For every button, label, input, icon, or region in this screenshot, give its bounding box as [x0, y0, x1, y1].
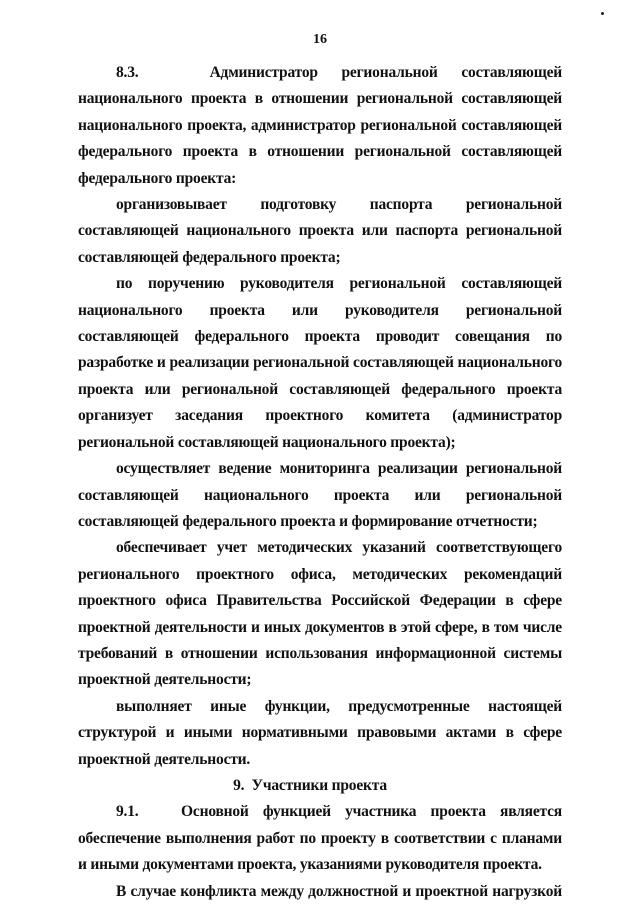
paragraph-other-functions: выполняет иные функции, предусмотренные настоящей структурой и иными нормативными правовыми актами в сфере проектной деятельности. — [78, 697, 562, 768]
paragraph-passport: организовывает подготовку паспорта региональной составляющей национального проекта или паспорта региональной составляющей федерального проекта; — [78, 196, 562, 266]
paragraph-conflict: В случае конфликта между должностной и проектной нагрузкой — [116, 882, 562, 900]
paragraph-8-3: 8.3. Администратор региональной составляющей национального проекта в отношении региональной составляющей национального проекта, администратор региональной составляющей федерального проекта в отношении региональной составляющей федерального проекта: — [78, 64, 562, 187]
paragraph-meetings: по поручению руководителя региональной составляющей национального проекта или руководителя региональной составляющей федерального проекта проводит совещания по разработке и реализации региональной составляющей национального проекта или региональной составляющей федерального проекта организует заседания проектного комитета (администратор региональной составляющей национального проекта); — [78, 275, 562, 451]
scan-speck — [601, 12, 604, 15]
paragraph-monitoring: осуществляет ведение мониторинга реализации региональной составляющей национального проекта или региональной составляющей федерального проекта и формирование отчетности; — [78, 460, 562, 530]
page-number: 16 — [313, 32, 327, 47]
section-heading: 9. Участники проекта — [233, 776, 387, 794]
paragraph-9-1: 9.1. Основной функцией участника проекта является обеспечение выполнения работ по проекту в соответствии с планами и иными документами проекта, указаниями руководителя проекта. — [78, 803, 562, 874]
paragraph-guidelines: обеспечивает учет методических указаний соответствующего регионального проектного офиса, методических рекомендаций проектного офиса Правительства Российской Федерации в сфере проектной деятельности и иных документов в этой сфере, в том числе требований в отношении использования информационной системы проектной деятельности; — [78, 539, 562, 689]
document-body — [78, 60, 562, 905]
